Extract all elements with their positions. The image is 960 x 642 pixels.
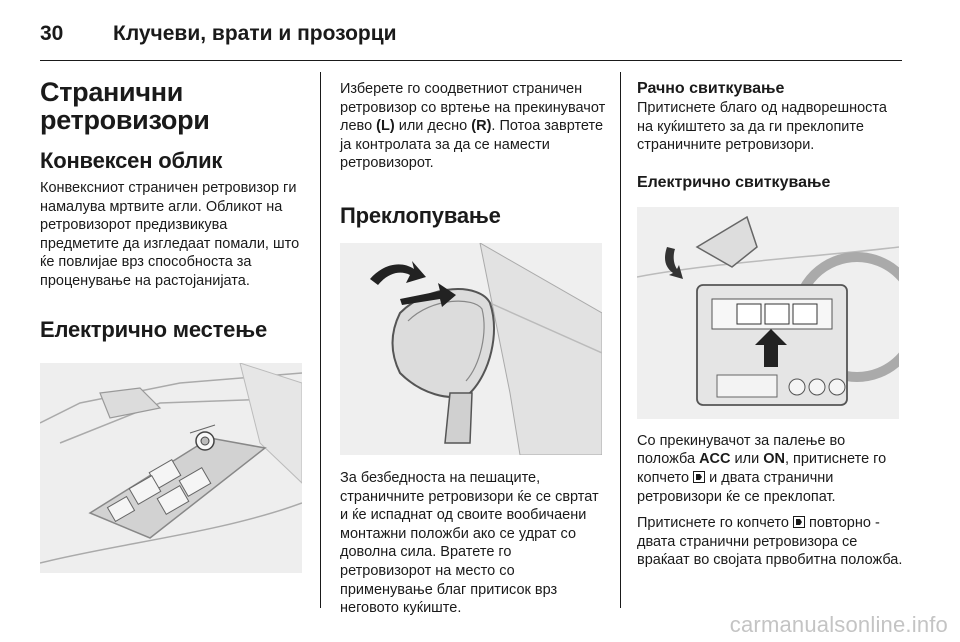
column-2: [340, 70, 606, 618]
ignition-text-c: , притиснете го копчето: [637, 451, 887, 486]
manual-folding-text: Притиснете благо од надворешноста на куќиштето за да ги преклопите страничните ретровизори.: [637, 100, 887, 154]
column-1: [40, 70, 304, 573]
electric-folding-text-1: [637, 432, 905, 506]
manual-folding-heading: Рачно свиткување: [637, 80, 785, 97]
watermark: carmanualsonline.info: [729, 612, 948, 637]
page-header: [40, 14, 920, 54]
selector-text-c: . Потоа завртете ја контролата за да се намести ретровизорот.: [340, 118, 604, 172]
electric-folding-heading: Електрично свиткување: [637, 173, 831, 191]
mirror-fold-button-icon: [793, 516, 805, 528]
electric-folding-text-2: [637, 514, 905, 570]
section-title-line-1: Странични: [40, 77, 184, 107]
on-position-label: ON: [763, 451, 785, 468]
unfold-text-b: повторно - двата странични ретровизора се враќаат во својата првобитна положба.: [637, 515, 903, 569]
page-number: 30: [40, 22, 64, 45]
column-3: [637, 70, 905, 570]
ignition-text-d: и двата странични ретровизори ќе се преклопат.: [637, 469, 836, 505]
mirror-folding-illustration: [340, 243, 602, 455]
convex-text: Конвексниот страничен ретровизор ги намалува мртвите агли. Обликот на ретровизорот предизвикува предметите да изгледаат помали, што ќе повлијае врз способноста за проценувањe на растојанијата.: [40, 180, 300, 289]
fold-button-illustration: [637, 207, 899, 419]
unfold-text-a: Притиснете го копчето: [637, 515, 793, 532]
convex-heading: Конвексен облик: [40, 148, 223, 173]
header-rule: [40, 60, 902, 61]
left-switch-label: (L): [376, 118, 395, 135]
running-title: Клучеви, врати и прозорци: [113, 22, 397, 45]
selector-text-b: или десно: [394, 118, 472, 135]
acc-position-label: ACC: [699, 451, 731, 468]
column-divider: [320, 72, 321, 608]
section-title-line-2: ретровизори: [40, 105, 210, 135]
right-switch-label: (R): [471, 118, 492, 135]
ignition-text-b: или: [730, 451, 764, 468]
column-divider: [620, 72, 621, 608]
door-switch-figure: [40, 363, 302, 573]
selector-text-a: Изберете го соодветниот страничен ретровизор со вртење на прекинувачот лево: [340, 81, 606, 135]
fold-button-figure: [637, 207, 899, 419]
folding-heading: Преклопување: [340, 202, 501, 228]
selector-instructions: [340, 80, 606, 173]
electric-adjust-heading: Електрично местење: [40, 316, 267, 342]
door-switch-illustration: [40, 363, 302, 573]
section-title: [40, 78, 304, 134]
mirror-fold-button-icon: [693, 471, 705, 483]
mirror-folding-figure: [340, 243, 602, 455]
folding-text: За безбедноста на пешаците, страничните ретровизори ќе се свртат и ќе испаднат од своите вообичаени монтажни положби ако се удрат со доволна сила. Вратете го ретровизорот на место со применување благ притисок врз неговото куќиште.: [340, 469, 599, 617]
ignition-text-a: Со прекинувачот за палење во положба: [637, 432, 846, 468]
